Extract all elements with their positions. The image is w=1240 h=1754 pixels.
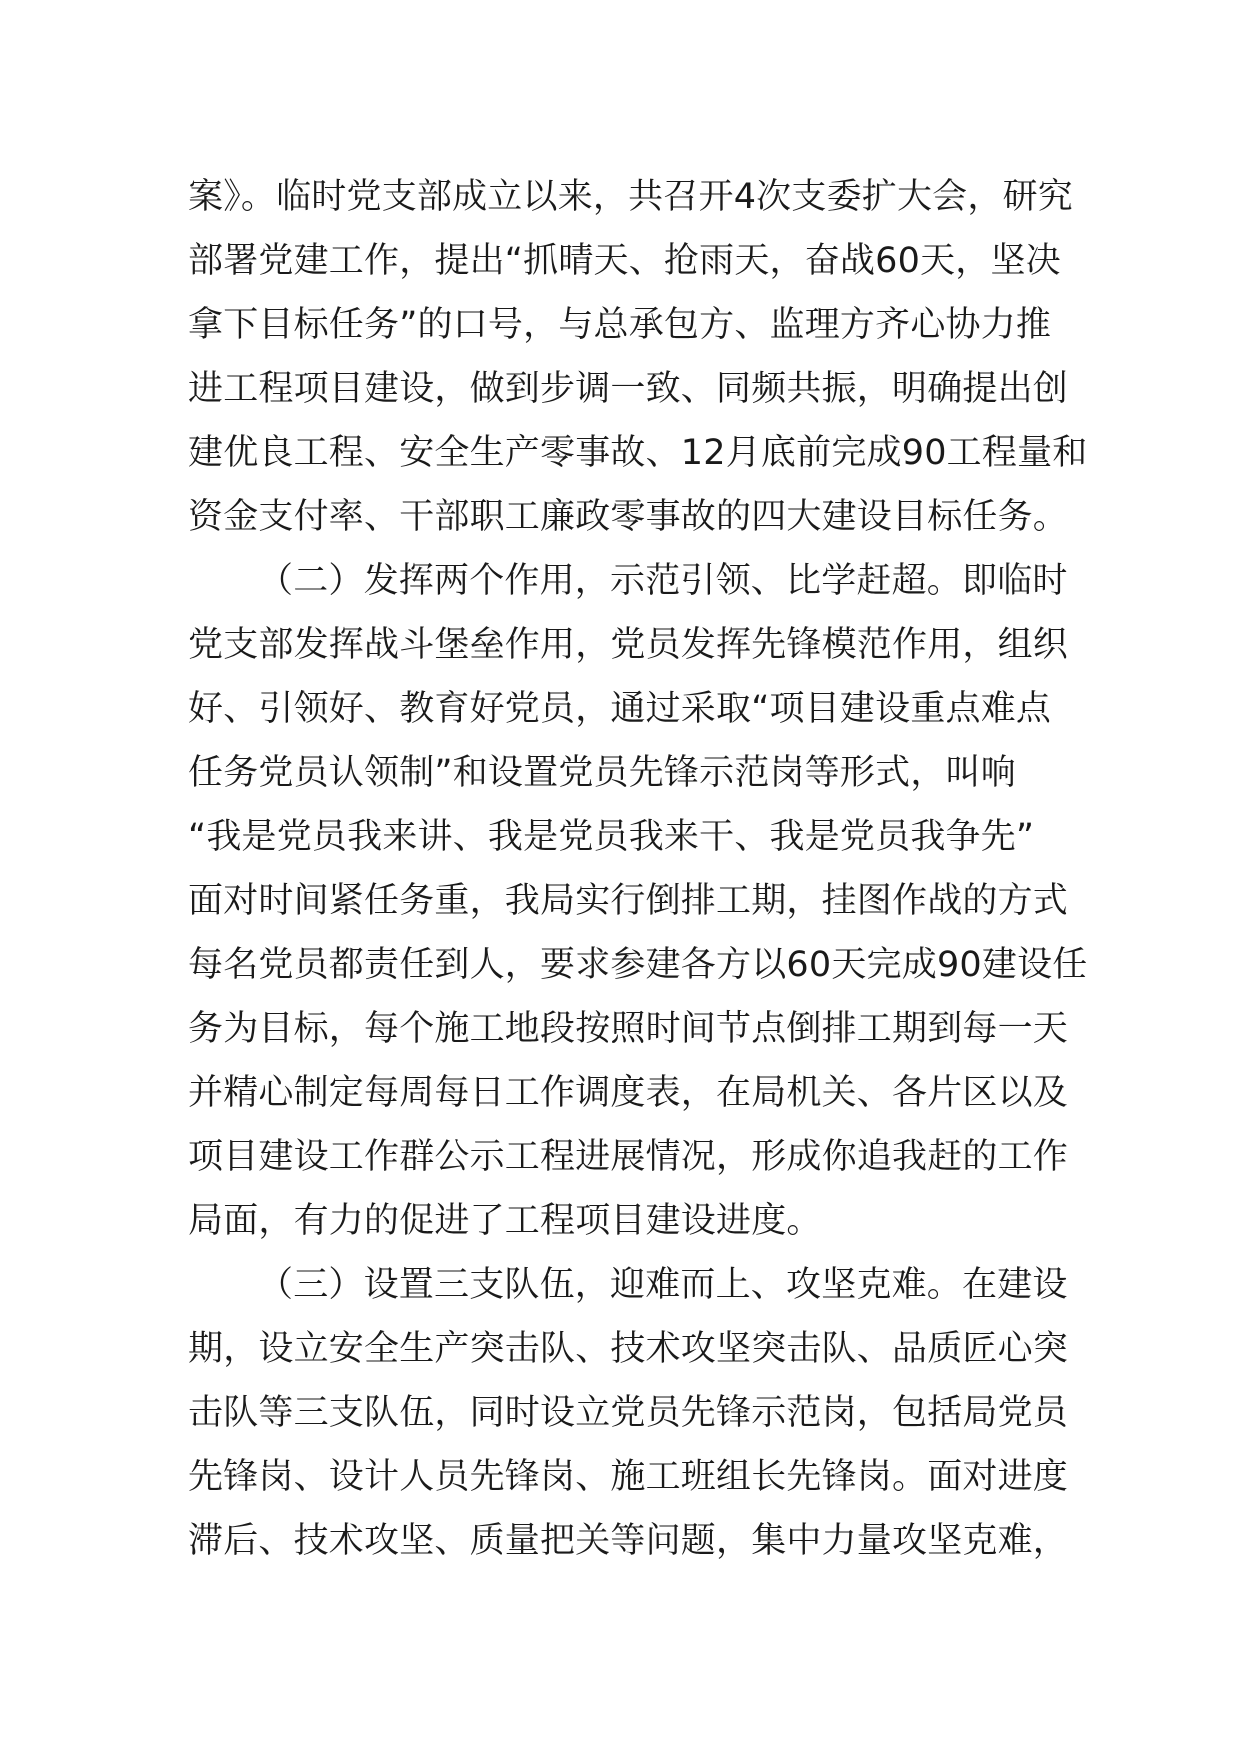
text-line: 击队等三支队伍，同时设立党员先锋示范岗，包括局党员 [188,1393,1069,1433]
text-line: 好、引领好、教育好党员，通过采取“项目建设重点难点 [188,689,1052,729]
text-line: 任务党员认领制”和设置党员先锋示范岗等形式，叫响 [188,753,1016,793]
text-line: 党支部发挥战斗堡垒作用，党员发挥先锋模范作用，组织 [188,625,1069,665]
text-line: 案》。临时党支部成立以来，共召开4次支委扩大会，研究 [188,177,1073,217]
text-line: 先锋岗、设计人员先锋岗、施工班组长先锋岗。面对进度 [188,1457,1069,1497]
text-line: 每名党员都责任到人，要求参建各方以60天完成90建设任 [188,945,1088,985]
text-line: 建优良工程、安全生产零事故、12月底前完成90工程量和 [188,433,1088,473]
text-line: “我是党员我来讲、我是党员我来干、我是党员我争先” [188,817,1035,857]
section-heading-line: （二）发挥两个作用，示范引领、比学赶超。即临时 [258,561,1068,601]
text-line: 滞后、技术攻坚、质量把关等问题，集中力量攻坚克难， [188,1521,1069,1561]
text-line: 部署党建工作，提出“抓晴天、抢雨天，奋战60天，坚决 [188,241,1061,281]
text-line: 拿下目标任务”的口号，与总承包方、监理方齐心协力推 [188,305,1052,345]
text-line: 进工程项目建设，做到步调一致、同频共振，明确提出创 [188,369,1069,409]
text-line: 资金支付率、干部职工廉政零事故的四大建设目标任务。 [188,497,1069,537]
text-line: 项目建设工作群公示工程进展情况，形成你追我赶的工作 [188,1137,1069,1177]
text-line: 务为目标，每个施工地段按照时间节点倒排工期到每一天 [188,1009,1069,1049]
text-line: 局面，有力的促进了工程项目建设进度。 [188,1201,822,1241]
text-line: 期，设立安全生产突击队、技术攻坚突击队、品质匠心突 [188,1329,1069,1369]
text-line: 面对时间紧任务重，我局实行倒排工期，挂图作战的方式 [188,881,1069,921]
section-heading-line: （三）设置三支队伍，迎难而上、攻坚克难。在建设 [258,1265,1068,1305]
text-line: 并精心制定每周每日工作调度表，在局机关、各片区以及 [188,1073,1069,1113]
